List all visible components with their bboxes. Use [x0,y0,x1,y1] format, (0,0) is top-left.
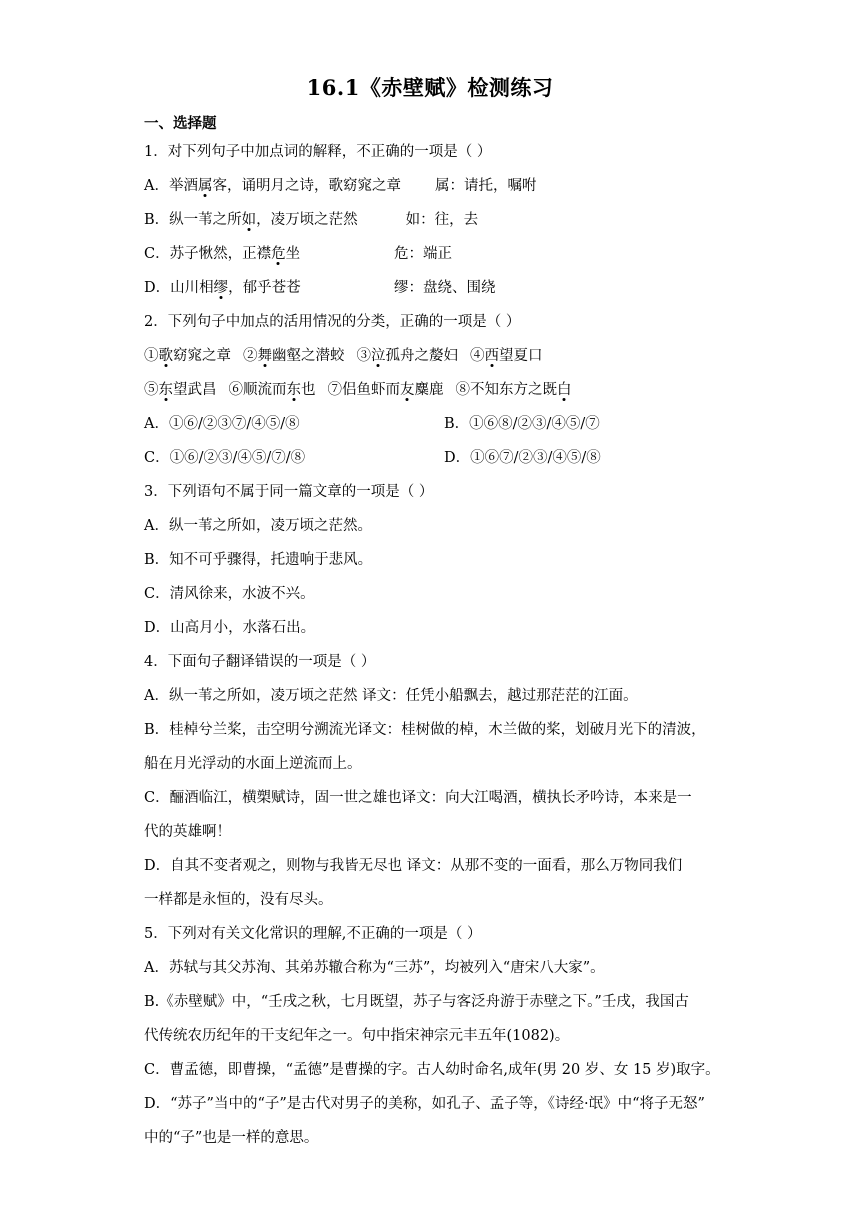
q2-num-3: ③ [356,348,371,364]
q1-b-pre: B．纵一苇之所 [144,212,242,228]
q2-num-2: ② [243,348,258,364]
q1-a-pre: A．举酒 [144,178,198,194]
q5-stem: 5．下列对有关文化常识的理解,不正确的一项是（ ） [144,926,482,942]
q1-option-a [144,169,722,203]
q1-b-post: ，凌万顷之茫然 [256,212,358,228]
q3-option-c: C．清风徐来，水波不兴。 [144,586,315,602]
q1-a-text [144,178,401,194]
q3-option-b: B．知不可乎骤得，托遗响于悲风。 [144,552,373,568]
q2-s1: 窈窕之章 [173,348,231,364]
q2-s5: 望武昌 [173,382,217,398]
q2-option-c: C．①⑥/②③/④⑤/⑦/⑧ [144,450,306,466]
q4-option-d-line1: D．自其不变者观之，则物与我皆无尽也 译文：从那不变的一面看，那么万物同我们 [144,858,683,874]
q1-c-pre: C．苏子愀然，正襟 [144,246,272,262]
q5-option-a: A．苏轼与其父苏洵、其弟苏辙合称为“三苏”，均被列入“唐宋八大家”。 [144,960,605,976]
q2-dot-4: 西 [484,348,499,364]
q2-dot-3: 泣 [371,348,386,364]
q2-num-6: ⑥顺流而 [228,382,287,398]
q2-option-d: D．①⑥⑦/②③/④⑤/⑧ [444,450,601,466]
q2-s7: 麋鹿 [414,382,444,398]
q4-option-c-line2: 代的英雄啊！ [144,824,231,840]
q2-s2: 幽壑之潜蛟 [272,348,345,364]
q1-c-explanation: 危：端正 [394,246,452,262]
q1-option-d [144,271,722,305]
q2-num-1: ① [144,348,159,364]
q2-dot-7: 友 [400,382,415,398]
q1-option-c [144,237,722,271]
q2-s6: 也 [301,382,316,398]
q3-option-a: A．纵一苇之所如，凌万顷之茫然。 [144,518,372,534]
q1-d-explanation: 缪：盘绕、围绕 [394,280,496,296]
q2-dot-2: 舞 [257,348,272,364]
q2-stem: 2．下列句子中加点的活用情况的分类，正确的一项是（ ） [144,314,521,330]
q2-num-5: ⑤ [144,382,159,398]
q2-num-7: ⑦侣鱼虾而 [327,382,400,398]
q3-stem: 3．下列语句不属于同一篇文章的一项是（ ） [144,484,434,500]
q4-stem: 4．下面句子翻译错误的一项是（ ） [144,654,376,670]
q5-option-b-line2: 代传统农历纪年的干支纪年之一。句中指宋神宗元丰五年(1082)。 [144,1028,570,1044]
q2-options-cd [144,441,722,475]
q1-d-dotted: 缪 [213,280,229,296]
q2-num-4: ④ [470,348,485,364]
q5-option-c: C．曹孟德，即曹操，“孟德”是曹操的字。古人幼时命名,成年(男 20 岁、女 15 岁)取字。 [144,1062,720,1078]
q2-options-ab [144,407,722,441]
q1-d-post: ，郁乎苍苍 [228,280,301,296]
q1-stem: 1．对下列句子中加点词的解释，不正确的一项是（ ） [144,144,492,160]
q2-option-a: A．①⑥/②③⑦/④⑤/⑧ [144,416,300,432]
q1-c-dotted: 危 [271,246,286,262]
q4-option-a: A．纵一苇之所如，凌万顷之茫然 译文：任凭小船飘去，越过那茫茫的江面。 [144,688,638,704]
q2-sentences-row2 [144,373,722,407]
q1-b-dotted: 如 [241,212,257,228]
q1-b-explanation: 如：往，去 [405,212,479,228]
q2-sentences-row1 [144,339,722,373]
q1-a-explanation: 属：请托，嘱咐 [434,178,537,194]
q4-option-c-line1: C．酾酒临江，横槊赋诗，固一世之雄也译文：向大江喝酒，横执长矛吟诗，本来是一 [144,790,692,806]
q3-option-d: D．山高月小，水落石出。 [144,620,316,636]
q2-dot-6: 东 [286,382,301,398]
q4-option-b-line1: B．桂棹兮兰桨，击空明兮溯流光译文：桂树做的棹，木兰做的桨，划破月光下的清波， [144,722,706,738]
q1-a-post: 客，诵明月之诗，歌窈窕之章 [212,178,401,194]
q1-c-post: 坐 [285,246,301,262]
section-heading: 一、选择题 [144,115,217,132]
question-body [144,135,722,1155]
q5-option-d-line1: D．“苏子”当中的“子”是古代对男子的美称，如孔子、孟子等，《诗经·氓》中“将子无怒” [144,1096,705,1112]
q5-option-b-line1: B.《赤壁赋》中，“壬戌之秋，七月既望，苏子与客泛舟游于赤壁之下。”壬戌，我国古 [144,994,689,1010]
q1-d-pre: D．山川相 [144,280,214,296]
q2-s3: 孤舟之嫠妇 [385,348,458,364]
q1-option-b [144,203,722,237]
q4-option-b-line2: 船在月光浮动的水面上逆流而上。 [144,756,362,772]
page-title: 16.1《赤壁赋》检测练习 [306,75,554,100]
q2-dot-8: 白 [557,382,572,398]
q1-a-dotted: 属 [197,178,213,194]
q2-option-b: B．①⑥⑧/②③/④⑤/⑦ [444,416,600,432]
q2-dot-5: 东 [158,382,173,398]
q5-option-d-line2: 中的“子”也是一样的意思。 [144,1130,319,1146]
q2-dot-1: 歌 [158,348,173,364]
q4-option-d-line2: 一样都是永恒的，没有尽头。 [144,892,333,908]
q2-s4: 望夏口 [499,348,543,364]
q2-num-8: ⑧不知东方之既 [455,382,557,398]
